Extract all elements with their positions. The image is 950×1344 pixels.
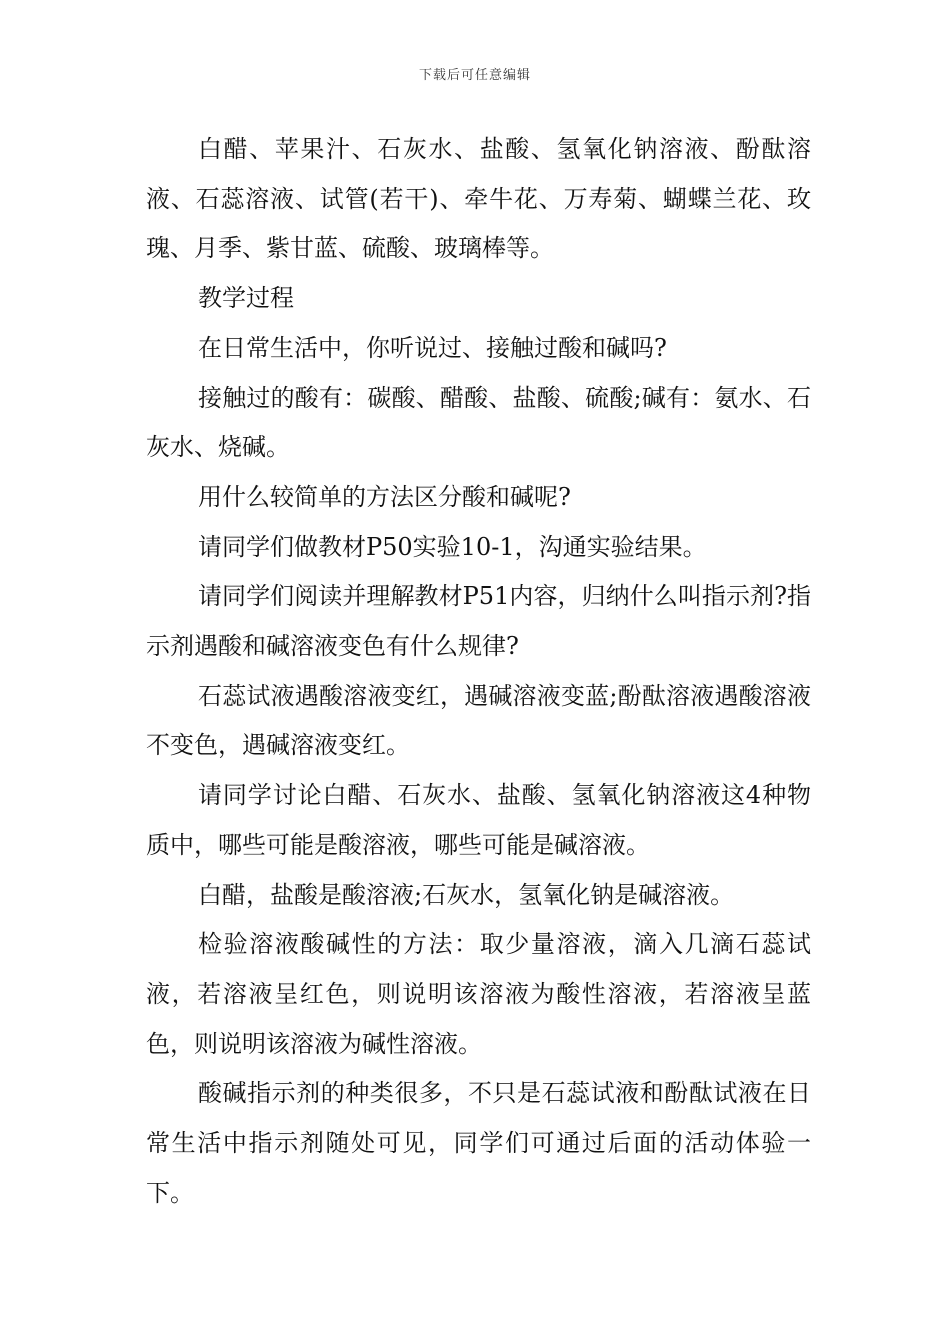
paragraph-question-daily-life: 在日常生活中，你听说过、接触过酸和碱吗? [198,333,667,362]
paragraph-discussion-answer: 白醋，盐酸是酸溶液;石灰水，氢氧化钠是碱溶液。 [198,880,735,909]
paragraph-answer-acids-bases: 接触过的酸有：碳酸、醋酸、盐酸、硫酸;碱有：氨水、石灰水、烧碱。 [146,383,811,462]
paragraph-discussion-prompt: 请同学讨论白醋、石灰水、盐酸、氢氧化钠溶液这4种物质中，哪些可能是酸溶液，哪些可能是碱溶液。 [146,781,811,859]
document-body [146,125,811,1218]
paragraph-indicator-rules: 石蕊试液遇酸溶液变红，遇碱溶液变蓝;酚酞溶液遇酸溶液不变色，遇碱溶液变红。 [146,681,811,760]
paragraph-teaching-process-heading: 教学过程 [198,284,294,313]
paragraph-experiment-instruction: 请同学们做教材P50实验10-1，沟通实验结果。 [198,532,707,561]
paragraph-indicator-question: 请同学们阅读并理解教材P51内容，归纳什么叫指示剂?指示剂遇酸和碱溶液变色有什么规律? [146,582,811,661]
paragraph-question-distinguish: 用什么较简单的方法区分酸和碱呢? [198,482,571,511]
page-header-note: 下载后可任意编辑 [418,68,531,83]
paragraph-indicator-variety: 酸碱指示剂的种类很多，不只是石蕊试液和酚酞试液在日常生活中指示剂随处可见，同学们可通过后面的活动体验一下。 [146,1079,811,1207]
paragraph-test-method: 检验溶液酸碱性的方法：取少量溶液，滴入几滴石蕊试液，若溶液呈红色，则说明该溶液为酸性溶液，若溶液呈蓝色，则说明该溶液为碱性溶液。 [146,930,811,1058]
paragraph-materials-list: 白醋、苹果汁、石灰水、盐酸、氢氧化钠溶液、酚酞溶液、石蕊溶液、试管(若干)、牵牛花、万寿菊、蝴蝶兰花、玫瑰、月季、紫甘蓝、硫酸、玻璃棒等。 [146,135,811,263]
